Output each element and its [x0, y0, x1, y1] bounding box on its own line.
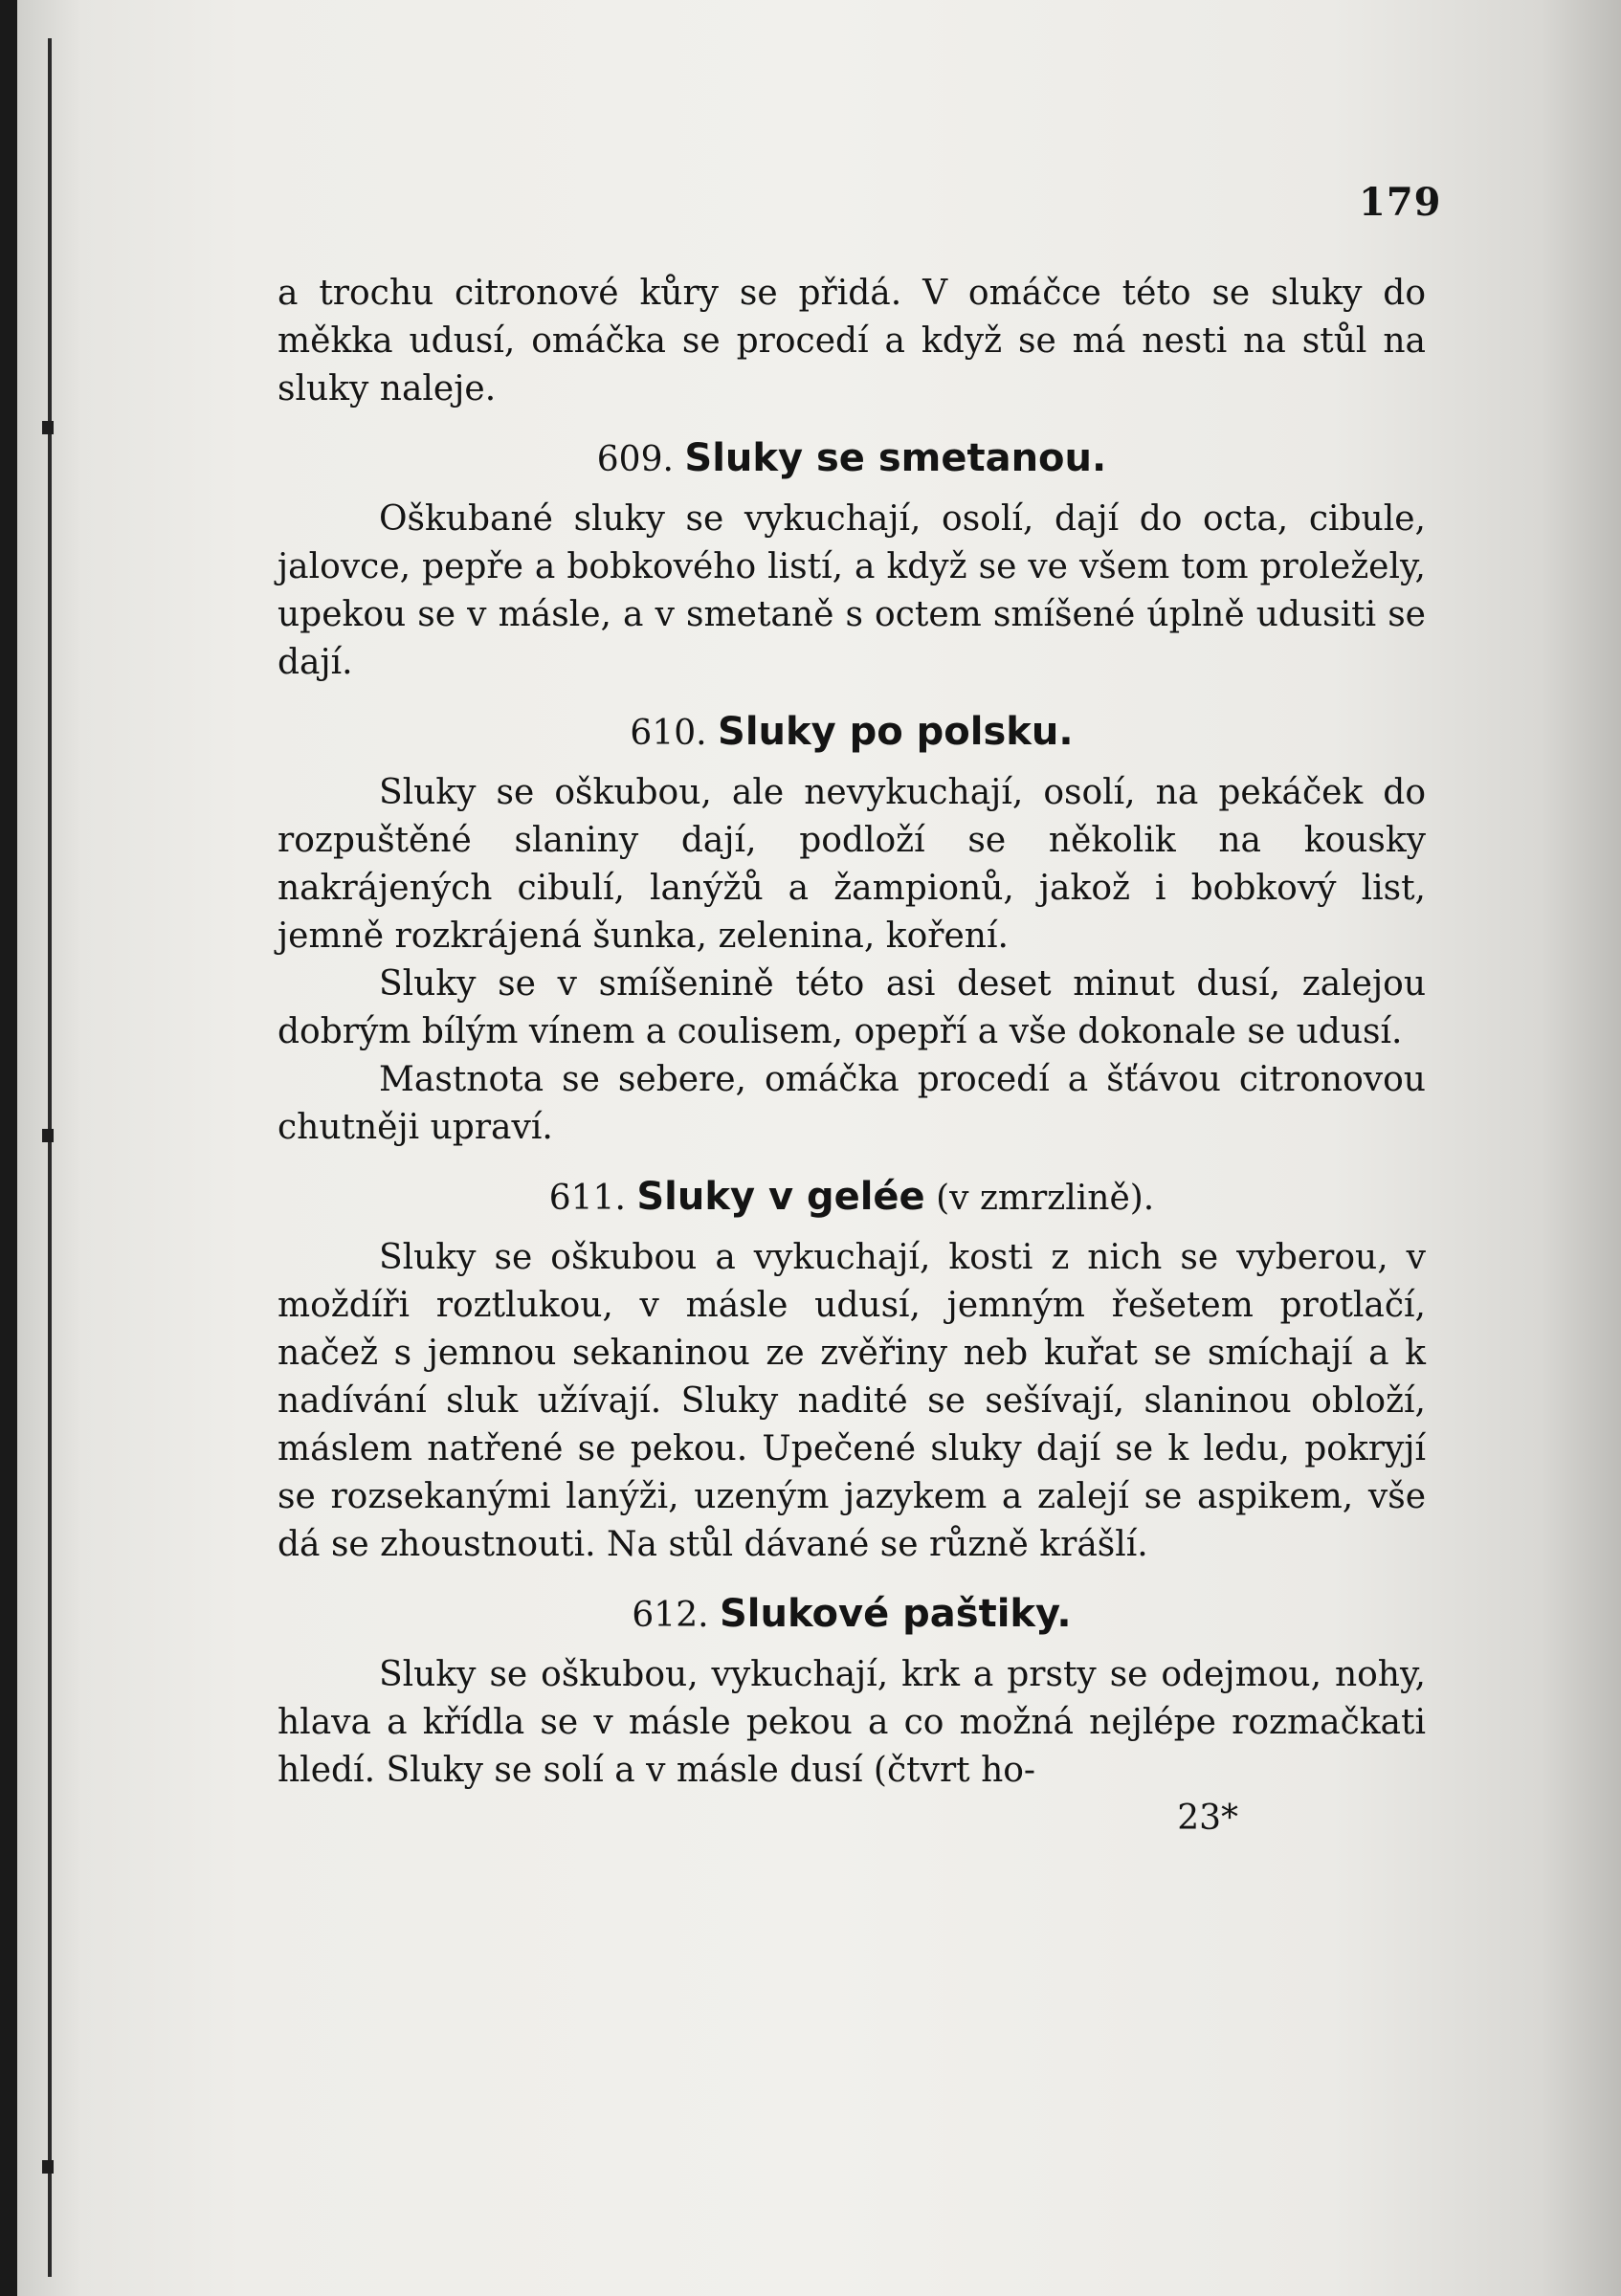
binding-mark	[42, 1129, 54, 1142]
recipe-heading-611	[278, 1173, 1426, 1223]
recipe-title: Sluky po polsku.	[718, 710, 1074, 754]
recipe-heading-612	[278, 1590, 1426, 1640]
recipe-subtitle: (v zmrzlině).	[936, 1179, 1155, 1218]
signature-mark: 23*	[1177, 1799, 1238, 1838]
recipe-number: 609.	[596, 440, 674, 479]
recipe-paragraph: Oškubané sluky se vykuchají, osolí, dají do octa, cibule, jalovce, pepře a bobkového listí, a když se ve všem tom proležely, upekou se v másle, a v smetaně s octem smíšené úplně udusiti se dají.	[278, 499, 1426, 682]
recipe-heading-610	[278, 708, 1426, 758]
binding-mark	[42, 2160, 54, 2174]
recipe-paragraph: Sluky se oškubou a vykuchají, kosti z nich se vyberou, v moždíři roztlukou, v másle udusí, jemným řešetem protlačí, načež s jemnou sekaninou ze zvěřiny neb kuřat se smíchají a k nadívání sluk užívají. Sluky nadité se sešívají, slaninou obloží, máslem natřené se pekou. Upečené sluky dají se k ledu, pokryjí se rozsekanými lanýži, uzeným jazykem a zalejí se aspikem, vše dá se zhoustnouti. Na stůl dávané se různě krášlí.	[278, 1238, 1426, 1564]
recipe-paragraph: Sluky se oškubou, ale nevykuchají, osolí, na pekáček do rozpuštěné slaniny dají, podloží se několik na kousky nakrájených cibulí, lanýžů a žampionů, jakož i bobkový list, jemně rozkrájená šunka, zelenina, koření.	[278, 773, 1426, 956]
recipe-title: Slukové paštiky.	[720, 1592, 1072, 1636]
recipe-heading-609	[278, 434, 1426, 484]
book-page	[17, 0, 1621, 2296]
intro-paragraph: a trochu citronové kůry se přidá. V omáčce této se sluky do měkka udusí, omáčka se procedí a když se má nesti na stůl na sluky naleje.	[278, 274, 1426, 408]
recipe-paragraph: Mastnota se sebere, omáčka procedí a šťávou citronovou chutněji upraví.	[278, 1060, 1426, 1147]
page-number: 179	[1359, 180, 1442, 225]
recipe-number: 610.	[630, 714, 707, 753]
recipe-title: Sluky se smetanou.	[684, 436, 1107, 480]
binding-edge	[48, 38, 52, 2277]
recipe-title: Sluky v gelée	[636, 1175, 925, 1219]
recipe-paragraph: Sluky se v smíšenině této asi deset minut dusí, zalejou dobrým bílým vínem a coulisem, opepří a vše dokonale se udusí.	[278, 964, 1426, 1051]
page-text	[278, 270, 1426, 1843]
recipe-number: 611.	[548, 1179, 626, 1218]
binding-mark	[42, 421, 54, 434]
recipe-number: 612.	[632, 1596, 709, 1635]
recipe-paragraph: Sluky se oškubou, vykuchají, krk a prsty se odejmou, nohy, hlava a křídla se v másle pekou a co možná nejlépe rozmačkati hledí. Sluky se solí a v másle dusí (čtvrt ho-	[278, 1655, 1426, 1790]
